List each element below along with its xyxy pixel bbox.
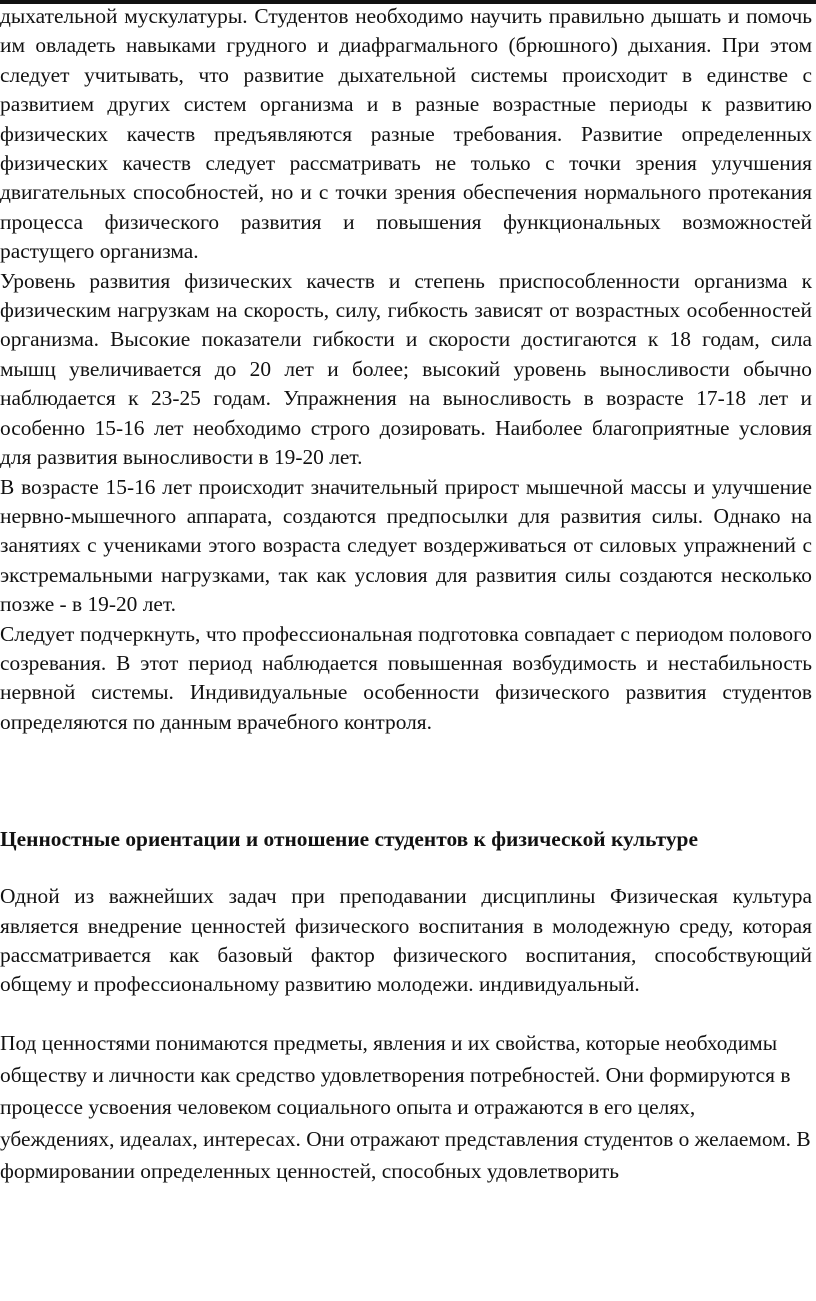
paragraph-values-definition: Под ценностями понимаются предметы, явления и их свойства, которые необходимы обществу и личности как средство удовлетворения потребностей. Они формируются в процессе усвоения человеком социального опыта и отражаются в его целях, убеждениях, идеалах, интересах. Они отражают представления студентов о желаемом. В формировании определенных ценностей, способных удовлетворить — [0, 1030, 811, 1183]
paragraph-physical-qualities: Уровень развития физических качеств и степень приспособленности организма к физическим нагрузкам на скорость, силу, гибкость зависят от возрастных особенностей организма. Высокие показатели гибкости и скорости достигаются к 18 годам, сила мышц увеличивается до 20 лет и более; высокий уровень выносливости обычно наблюдается к 23-25 годам. Упражнения на выносливость в возрасте 17-18 лет и особенно 15-16 лет необходимо строго дозировать. Наиболее благоприятные условия для развития выносливости в 19-20 лет. — [0, 268, 812, 470]
spacer — [0, 854, 816, 882]
paragraph-values-intro: Одной из важнейших задач при преподавании дисциплины Физическая культура является внедрение ценностей физического воспитания в молодежную среду, которая рассматривается как базовый фактор физического воспитания, способствующий общему и профессиональному развитию молодежи. индивидуальный. — [0, 884, 812, 997]
spacer — [0, 737, 816, 825]
paragraph-strength-development: В возрасте 15-16 лет происходит значительный прирост мышечной массы и улучшение нервно-мышечного аппарата, создаются предпосылки для развития силы. Однако на занятиях с учениками этого возраста следует воздерживаться от силовых упражнений с экстремальными нагрузками, так как условия для развития силы создаются несколько позже - в 19-20 лет. — [0, 474, 812, 617]
section-heading: Ценностные ориентации и отношение студентов к физической культуре — [0, 827, 698, 852]
document-page — [0, 2, 816, 1187]
paragraph-puberty: Следует подчеркнуть, что профессиональная подготовка совпадает с периодом полового созревания. В этот период наблюдается повышенная возбудимость и нестабильность нервной системы. Индивидуальные особенности физического развития студентов определяются по данным врачебного контроля. — [0, 621, 812, 734]
paragraph-respiratory: дыхательной мускулатуры. Студентов необходимо научить правильно дышать и помочь им овладеть навыками грудного и диафрагмального (брюшного) дыхания. При этом следует учитывать, что развитие дыхательной системы происходит в единстве с развитием других систем организма и в разные возрастные периоды к развитию физических качеств предъявляются разные требования. Развитие определенных физических качеств следует рассматривать не только с точки зрения улучшения двигательных способностей, но и с точки зрения обеспечения нормального протекания процесса физического развития и повышения функциональных возможностей растущего организма. — [0, 4, 812, 264]
spacer — [0, 1000, 816, 1027]
